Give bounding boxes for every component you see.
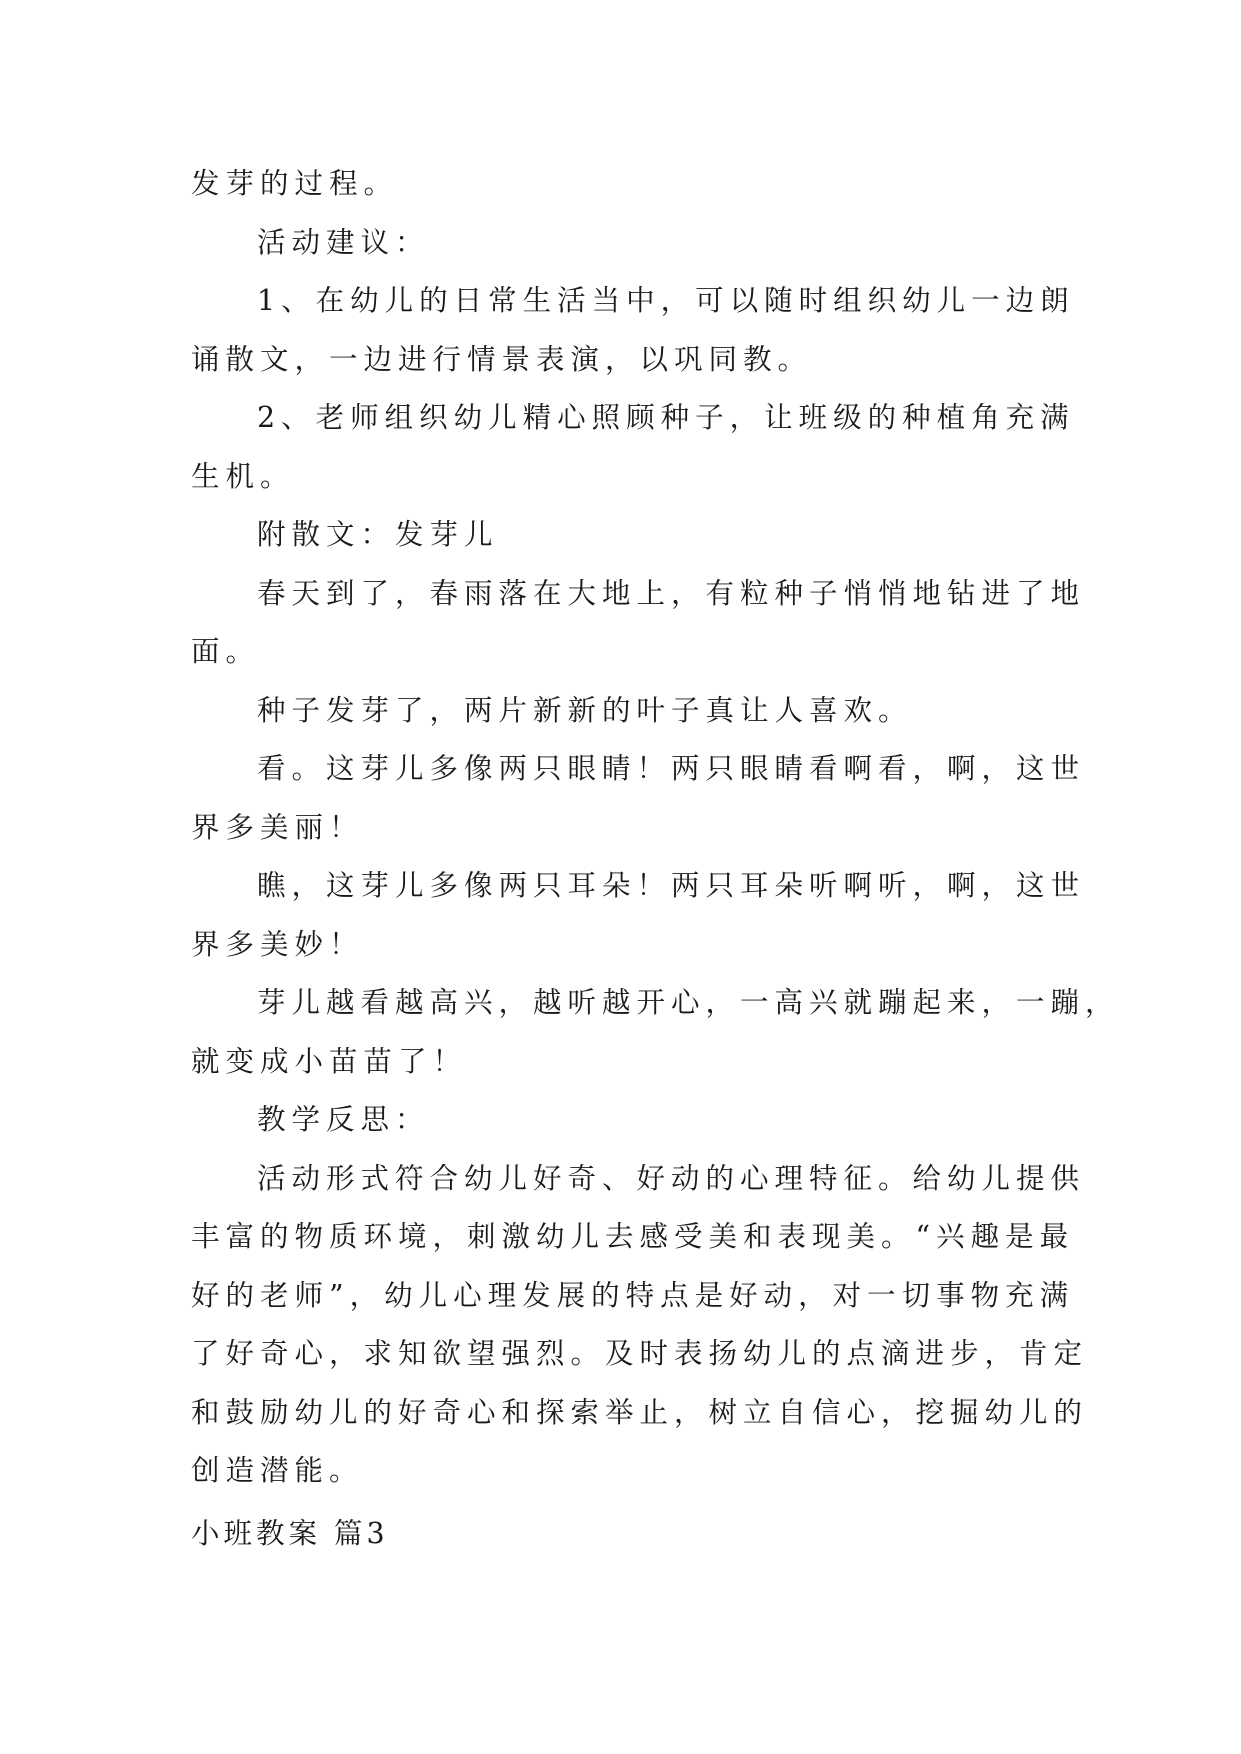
text-line: 2、老师组织幼儿精心照顾种子，让班级的种植角充满 [257, 401, 1075, 434]
text-line: 了好奇心，求知欲望强烈。及时表扬幼儿的点滴进步，肯定 [191, 1337, 1089, 1370]
text-line: 活动建议： [257, 225, 430, 259]
text-line: 界多美丽！ [191, 810, 364, 844]
text-line: 丰富的物质环境，刺激幼儿去感受美和表现美。“兴趣是最 [191, 1220, 1075, 1253]
text-line: 界多美妙！ [191, 927, 364, 961]
text-line: 诵散文，一边进行情景表演，以巩同教。 [191, 342, 813, 376]
text-line: 就变成小苗苗了！ [191, 1044, 468, 1078]
text-line: 看。这芽儿多像两只眼睛！两只眼睛看啊看，啊，这世 [257, 752, 1086, 785]
document-body [191, 155, 1120, 1563]
text-line: 好的老师”，幼儿心理发展的特点是好动，对一切事物充满 [191, 1278, 1075, 1312]
text-line: 附散文：发芽儿 [257, 518, 499, 551]
text-line: 教学反思： [257, 1103, 430, 1136]
text-line: 发芽的过程。 [191, 167, 399, 200]
text-line: 面。 [191, 635, 261, 668]
text-line: 生机。 [191, 459, 295, 493]
section-heading: 小班教案 篇3 [191, 1516, 389, 1550]
text-line: 创造潜能。 [191, 1454, 364, 1487]
text-line: 春天到了，春雨落在大地上，有粒种子悄悄地钻进了地 [257, 576, 1086, 610]
text-line: 1、在幼儿的日常生活当中，可以随时组织幼儿一边朗 [257, 284, 1075, 317]
text-line: 瞧，这芽儿多像两只耳朵！两只耳朵听啊听，啊，这世 [257, 869, 1086, 902]
text-line: 种子发芽了，两片新新的叶子真让人喜欢。 [257, 693, 913, 727]
text-line: 芽儿越看越高兴，越听越开心，一高兴就蹦起来，一蹦， [257, 986, 1120, 1019]
text-line: 和鼓励幼儿的好奇心和探索举止，树立自信心，挖掘幼儿的 [191, 1395, 1089, 1429]
text-line: 活动形式符合幼儿好奇、好动的心理特征。给幼儿提供 [257, 1161, 1086, 1195]
